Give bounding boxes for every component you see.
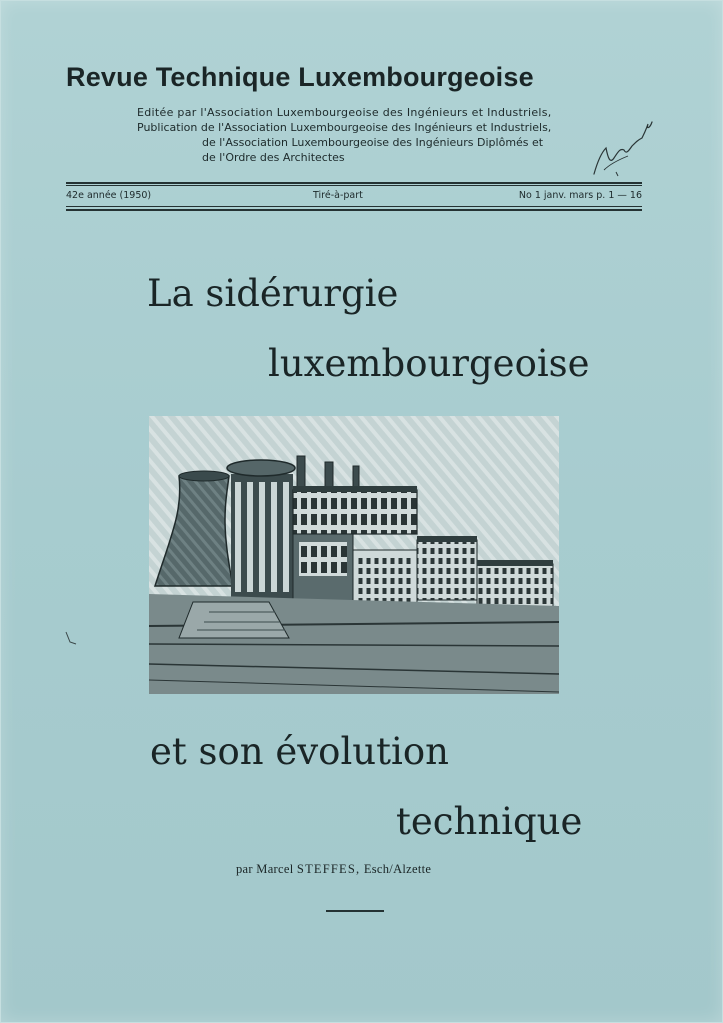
handwritten-signature <box>588 112 656 182</box>
header-rule <box>66 185 642 186</box>
industrial-plant-image <box>149 416 559 694</box>
header-rule <box>66 182 642 184</box>
byline-prefix: par Marcel <box>236 862 294 876</box>
pencil-mark <box>60 628 80 648</box>
author-location: Esch/Alzette <box>363 862 432 876</box>
publisher-line: de l'Association Luxembourgeoise des Ingénieurs Diplômés et <box>202 136 544 149</box>
article-title-line: technique <box>396 800 583 843</box>
issue-info-bar <box>66 190 642 204</box>
author-name: STEFFES, <box>296 862 361 876</box>
journal-title: Revue Technique Luxembourgeoise <box>66 62 534 92</box>
article-title-line: luxembourgeoise <box>268 342 590 385</box>
plant-illustration <box>149 416 559 694</box>
header-rule <box>66 206 642 207</box>
closing-rule <box>326 910 384 912</box>
header-rule <box>66 209 642 211</box>
article-title-line: La sidérurgie <box>147 272 399 315</box>
article-title-line: et son évolution <box>150 730 449 773</box>
offprint-label: Tiré-à-part <box>313 190 363 201</box>
volume-year: 42e année (1950) <box>66 190 152 201</box>
publisher-line: Editée par l'Association Luxembourgeoise des Ingénieurs et Industriels, <box>137 106 552 119</box>
publisher-line: de l'Ordre des Architectes <box>202 151 345 164</box>
publisher-line: Publication de l'Association Luxembourgeoise des Ingénieurs et Industriels, <box>137 121 552 134</box>
issue-pages: No 1 janv. mars p. 1 — 16 <box>518 190 642 201</box>
author-byline <box>236 862 431 877</box>
